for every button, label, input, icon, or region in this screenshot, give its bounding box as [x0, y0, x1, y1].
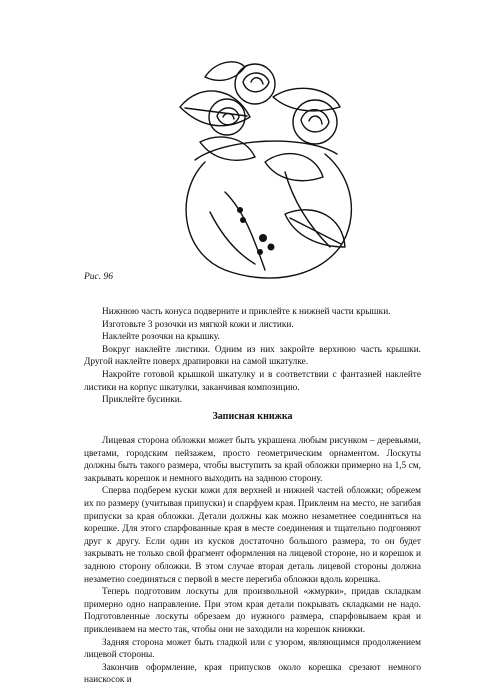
- bead: [259, 234, 267, 242]
- bead: [240, 217, 246, 223]
- decorated-box-illustration: [165, 42, 360, 282]
- instruction-step: Приклейте бусинки.: [102, 395, 183, 406]
- body-paragraph: Теперь подготовим лоскуты для произвольной «жмурки», придав складкам примерно одно направление. При этом края детали покрывать складками не надо. Подготовленные лоскуты обрезаем до нужного размера, спарфовываем края и приклеиваем на место так, чтобы они не заходили на корешок книжки.: [84, 587, 421, 635]
- instruction-step: Накройте готовой крышкой шкатулку и в соответствии с фантазией наклейте листики на корпус шкатулки, заканчивая композицию.: [84, 369, 421, 393]
- drapery-fold: [210, 212, 255, 264]
- body-paragraph: Сперва подберем куски кожи для верхней и нижней частей обложки; обрежем их по размеру (учитывая припуски) и спарфуем края. Приклеим на место, не загибая припуски за края обложки. Детали должны как можно незаметнее соединяться на корешке. Для этого спарфованные края в месте соединения и тщательно подгоняют друг к другу. Если один из кусков достаточно большого размера, то он будет закрывать не только свой фрагмент оформления на лицевой стороне, но и корешок и заднюю сторону обложки. В этом случае вторая деталь лицевой стороны должна незаметно соединяться с первой в месте перегиба обложки вдоль корешка.: [84, 486, 421, 585]
- rose-right: [293, 100, 337, 144]
- body-paragraph: Лицевая сторона обложки может быть украшена любым рисунком – деревьями, цветами, городским пейзажем, просто геометрическим орнаментом. Лоскуты должны быть такого размера, чтобы выступить за край обложки примерно на 1,5 см, закрывать корешок и немного выходить на заднюю сторону.: [84, 436, 421, 484]
- bead: [237, 207, 243, 213]
- body-paragraph: Задняя сторона может быть гладкой или с узором, являющимся продолжением лицевой стороны.: [84, 637, 421, 661]
- leaf-shape: [273, 88, 340, 111]
- leaf-shape: [265, 154, 323, 181]
- body-paragraph: Закончив оформление, края припусков около корешка срезают немного наискосок и: [84, 662, 421, 686]
- instruction-list: [84, 306, 421, 407]
- section-heading: Записная книжка: [212, 411, 293, 422]
- figure-caption: Рис. 96: [84, 272, 114, 282]
- bead: [257, 249, 263, 255]
- rose-left: [209, 99, 245, 135]
- section-body: [84, 435, 421, 687]
- rose-top: [235, 64, 275, 104]
- instruction-step: Нижнюю часть конуса подверните и приклейте к нижней части крышки.: [102, 307, 391, 317]
- bead: [268, 244, 275, 251]
- instruction-step: Вокруг наклейте листики. Одним из них закройте верхнюю часть крышки. Другой наклейте поверх драпировки на самой шкатулке.: [84, 344, 421, 368]
- instruction-step: Наклейте розочки на крышку.: [102, 332, 220, 343]
- instruction-step: Изготовьте 3 розочки из мягкой кожи и листики.: [102, 319, 294, 330]
- leaf-shape: [200, 137, 255, 160]
- drapery-fold: [225, 192, 265, 270]
